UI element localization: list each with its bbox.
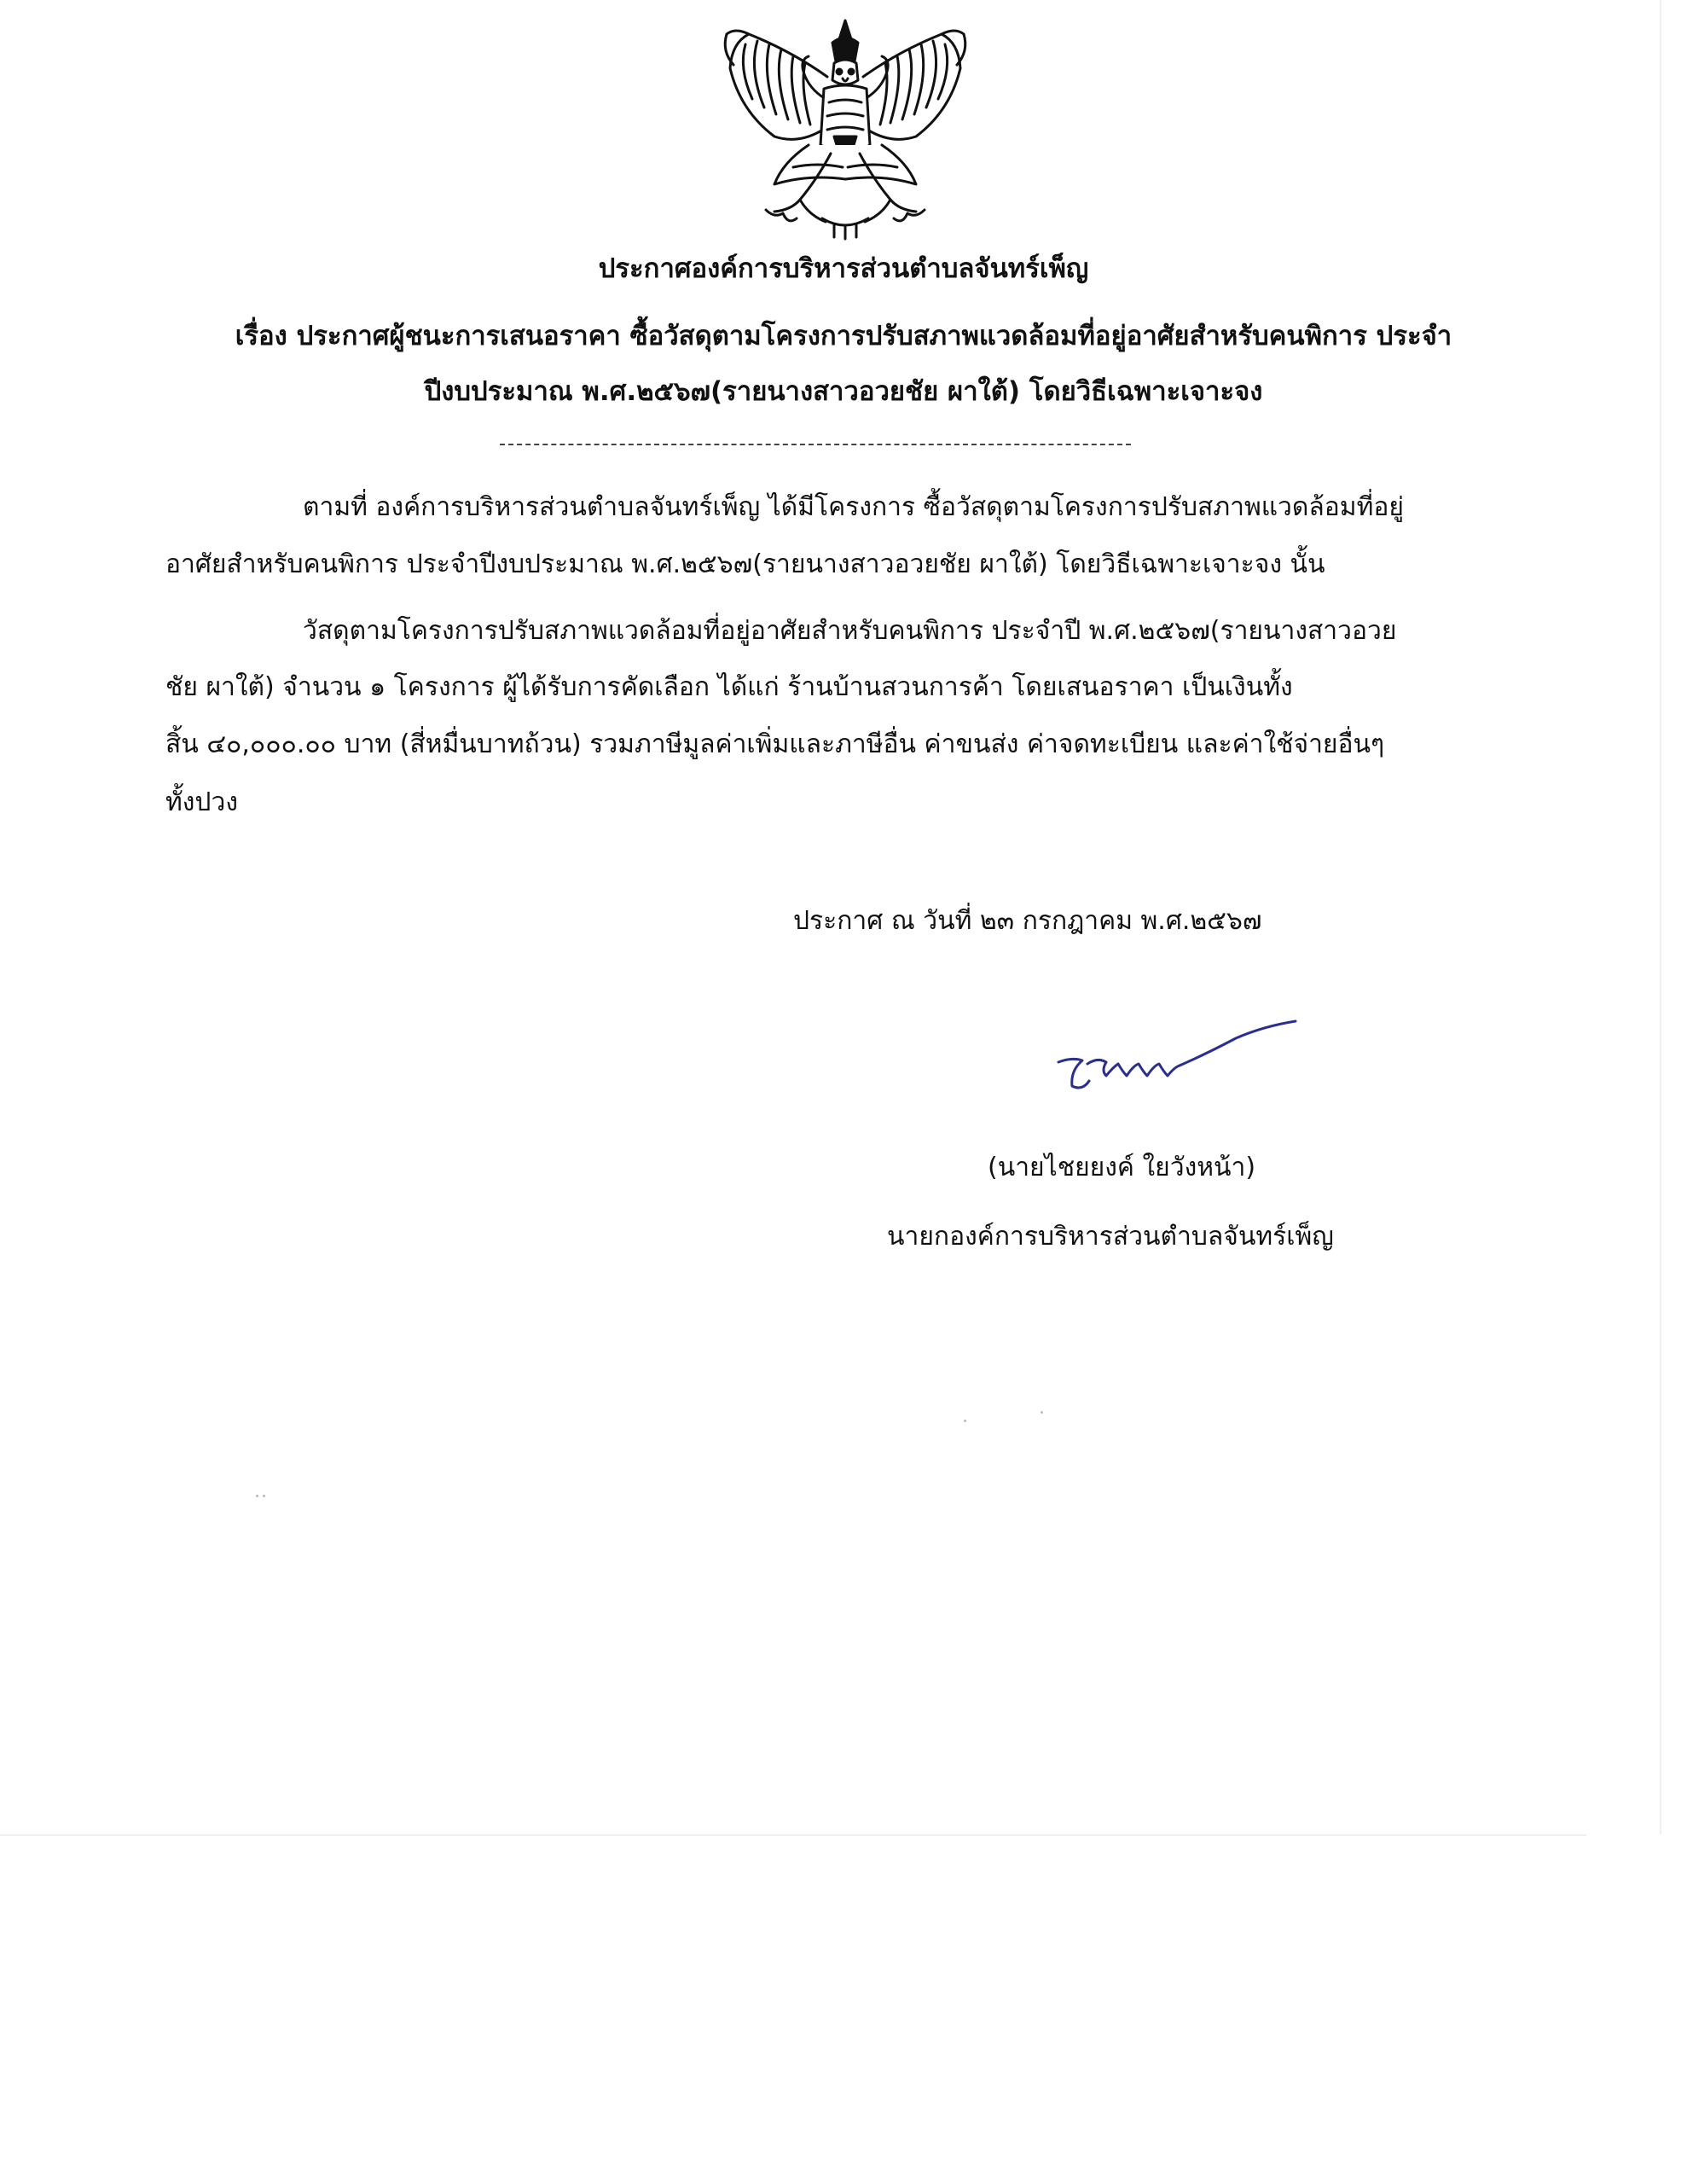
body-paragraph-line: ชัย ผาใต้) จำนวน ๑ โครงการ ผู้ได้รับการคัดเลือก ได้แก่ ร้านบ้านสวนการค้า โดยเสนอราคา เป็นเงินทั้ง — [165, 672, 1293, 702]
body-paragraph-line: วัสดุตามโครงการปรับสภาพแวดล้อมที่อยู่อาศัยสำหรับคนพิการ ประจำปี พ.ศ.๒๕๖๗(รายนางสาวอวย — [303, 616, 1397, 646]
body-paragraph-line: ตามที่ องค์การบริหารส่วนตำบลจันทร์เพ็ญ ได้มีโครงการ ซื้อวัสดุตามโครงการปรับสภาพแวดล้อมที่อยู่ — [303, 492, 1404, 522]
body-paragraph-line: ทั้งปวง — [165, 787, 238, 817]
body-paragraph-line: สิ้น ๔๐,๐๐๐.๐๐ บาท (สี่หมื่นบาทถ้วน) รวมภาษีมูลค่าเพิ่มและภาษีอื่น ค่าขนส่ง ค่าจดทะเบียน และค่าใช้จ่ายอื่นๆ — [165, 729, 1385, 759]
signer-position: นายกองค์การบริหารส่วนตำบลจันทร์เพ็ญ — [887, 1222, 1334, 1252]
title-divider — [500, 444, 1131, 445]
scan-speck — [964, 1420, 966, 1422]
scan-speck — [1041, 1411, 1043, 1414]
announcement-date: ประกาศ ณ วันที่ ๒๓ กรกฎาคม พ.ศ.๒๕๖๗ — [793, 906, 1262, 936]
scan-edge-bottom — [0, 1834, 1586, 1836]
scan-speck — [256, 1495, 258, 1497]
subject-line-continued: ปีงบประมาณ พ.ศ.๒๕๖๗(รายนางสาวอวยชัย ผาใต้) โดยวิธีเฉพาะเจาะจง — [424, 376, 1263, 407]
handwritten-signature-icon — [1053, 1019, 1301, 1101]
garuda-emblem-icon — [715, 17, 976, 241]
body-paragraph-line: อาศัยสำหรับคนพิการ ประจำปีงบประมาณ พ.ศ.๒๕๖๗(รายนางสาวอวยชัย ผาใต้) โดยวิธีเฉพาะเจาะจง นั้น — [165, 549, 1325, 579]
announcement-title: ประกาศองค์การบริหารส่วนตำบลจันทร์เพ็ญ — [598, 253, 1089, 284]
subject-line: เรื่อง ประกาศผู้ชนะการเสนอราคา ซื้อวัสดุตามโครงการปรับสภาพแวดล้อมที่อยู่อาศัยสำหรับคนพิการ ประจำ — [235, 321, 1452, 351]
signer-name: (นายไชยยงค์ ใยวังหน้า) — [988, 1153, 1256, 1182]
scan-speck — [263, 1495, 265, 1497]
